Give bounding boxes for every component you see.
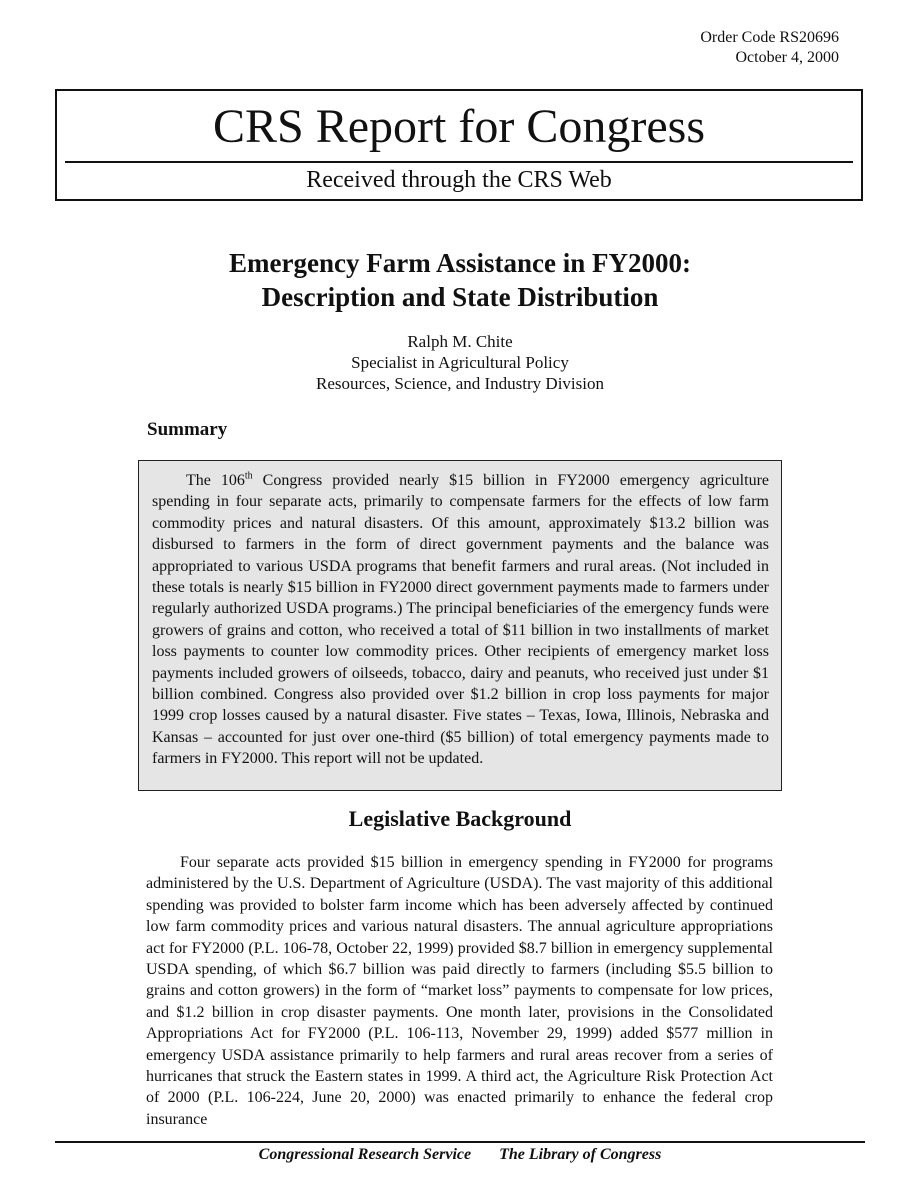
footer-divider [55, 1141, 865, 1143]
report-title-line2: Description and State Distribution [261, 282, 659, 312]
summary-heading: Summary [147, 419, 228, 440]
summary-lead-sup: th [244, 470, 253, 482]
report-title [0, 246, 920, 314]
author-title: Specialist in Agricultural Policy [351, 353, 569, 372]
author-division: Resources, Science, and Industry Division [316, 374, 604, 393]
summary-text [152, 470, 769, 770]
summary-lead: The 106 [186, 472, 245, 489]
report-date: October 4, 2000 [735, 49, 839, 66]
section-text: Four separate acts provided $15 billion in emergency spending in FY2000 for programs administered by the U.S. Department of Agriculture (USDA). The vast majority of this additional spending was provided to bolster farm income which has been adversely affected by continued low farm commodity prices and various natural disasters. The annual agriculture appropriations act for FY2000 (P.L. 106-78, October 22, 1999) provided $8.7 billion in emergency supplemental USDA spending, of which $6.7 billion was paid directly to farmers (including $5.5 billion to grains and cotton growers) in the form of “market loss” payments to compensate for low prices, and $1.2 billion in crop disaster payments. One month later, provisions in the Consolidated Appropriations Act for FY2000 (P.L. 106-113, November 29, 1999) added $577 million in emergency USDA assistance primarily to help farmers and rural areas recover from a series of hurricanes that struck the Eastern states in 1999. A third act, the Agriculture Risk Protection Act of 2000 (P.L. 106-224, June 20, 2000) was enacted primarily to enhance the federal crop insurance [146, 854, 773, 1128]
banner-divider [65, 161, 853, 163]
banner-subtitle: Received through the CRS Web [306, 167, 612, 193]
footer [0, 1145, 920, 1165]
order-code: Order Code RS20696 [700, 29, 839, 46]
author-block [0, 331, 920, 394]
footer-crs: Congressional Research Service [258, 1146, 472, 1163]
footer-loc: The Library of Congress [499, 1146, 662, 1163]
section-heading: Legislative Background [348, 806, 572, 831]
report-title-line1: Emergency Farm Assistance in FY2000: [229, 248, 691, 278]
order-header [700, 28, 839, 68]
author-name: Ralph M. Chite [407, 332, 513, 351]
banner-title: CRS Report for Congress [213, 100, 705, 153]
summary-box [138, 460, 782, 791]
crs-banner [55, 89, 863, 201]
summary-body: Congress provided nearly $15 billion in FY2000 emergency agriculture spending in four separate acts, primarily to compensate farmers for the effects of low farm commodity prices and natural disasters. Of this amount, approximately $13.2 billion was disbursed to farmers in the form of direct government payments and the balance was appropriated to various USDA programs that benefit farmers and rural areas. (Not included in these totals is nearly $15 billion in FY2000 direct government payments made to farmers under regularly authorized USDA programs.) The principal beneficiaries of the emergency funds were growers of grains and cotton, who received a total of $11 billion in two installments of market loss payments to counter low commodity prices. Other recipients of emergency market loss payments included growers of oilseeds, tobacco, dairy and peanuts, who received just under $1 billion combined. Congress also provided over $1.2 billion in crop loss payments for major 1999 crop losses caused by a natural disaster. Five states – Texas, Iowa, Illinois, Nebraska and Kansas – accounted for just over one-third ($5 billion) of total emergency payments made to farmers in FY2000. This report will not be updated. [152, 472, 770, 768]
